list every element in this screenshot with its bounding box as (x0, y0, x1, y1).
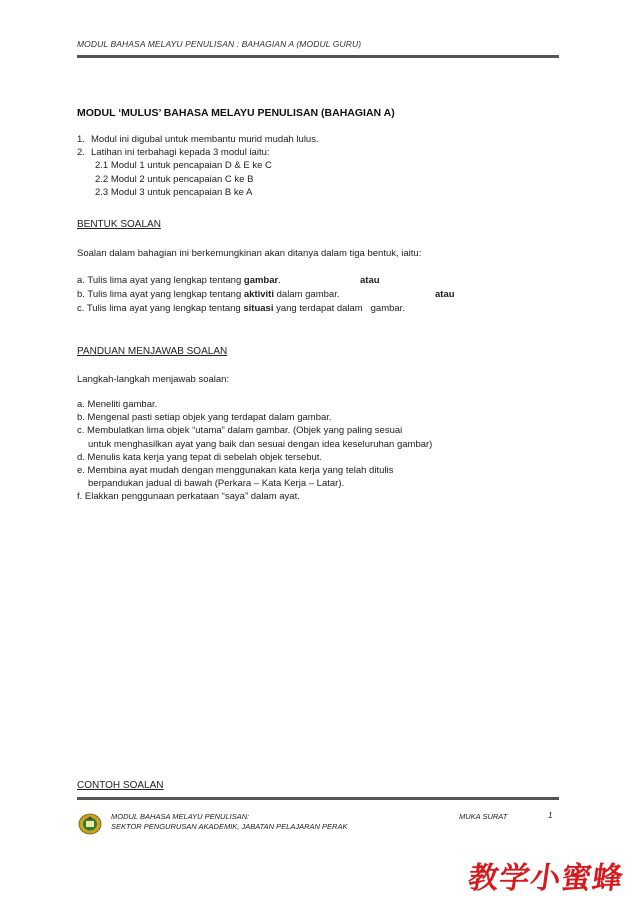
form-text: c. Tulis lima ayat yang lengkap tentang (77, 303, 244, 314)
form-keyword: gambar (243, 275, 279, 286)
list-item (77, 146, 319, 159)
intro-numbered-list (77, 133, 319, 199)
footer-muka-surat: MUKA SURAT (459, 812, 508, 821)
footer-text (111, 812, 347, 832)
form-connector: atau (435, 289, 455, 300)
form-keyword: situasi (243, 303, 274, 314)
form-keyword: aktiviti (243, 289, 274, 300)
footer-rule (77, 797, 559, 800)
question-form-item (77, 288, 455, 302)
list-item-text: Latihan ini terbahagi kepada 3 modul iaitu: (91, 147, 270, 159)
step-item: a. Meneliti gambar. (77, 399, 158, 410)
sub-list-item: 2.3 Modul 3 untuk pencapaian B ke A (95, 186, 253, 198)
page-number: 1 (548, 811, 553, 820)
form-connector: atau (360, 275, 380, 286)
footer-line-2: SEKTOR PENGURUSAN AKADEMIK, JABATAN PELAJARAN PERAK (111, 822, 348, 831)
form-text-suffix: dalam gambar. (274, 289, 340, 300)
list-item-text: Modul ini digubal untuk membantu murid mudah lulus. (91, 134, 319, 145)
section-heading-contoh-soalan: CONTOH SOALAN (77, 780, 164, 791)
form-text-suffix: . (278, 275, 281, 286)
running-header: MODUL BAHASA MELAYU PENULISAN : BAHAGIAN A (MODUL GURU) (77, 39, 362, 49)
sub-list-item: 2.2 Modul 2 untuk pencapaian C ke B (95, 173, 254, 185)
list-item (77, 133, 319, 146)
step-item: c. Membulatkan lima objek “utama” dalam gambar. (Objek yang paling sesuai (77, 425, 403, 437)
question-forms-list (77, 274, 455, 316)
step-item: e. Membina ayat mudah dengan menggunakan kata kerja yang telah ditulis (77, 465, 394, 477)
document-title: MODUL ‘MULUS’ BAHASA MELAYU PENULISAN (BAHAGIAN A) (77, 107, 395, 119)
footer-line-1: MODUL BAHASA MELAYU PENULISAN: (111, 812, 250, 821)
section-heading-bentuk-soalan: BENTUK SOALAN (77, 219, 161, 230)
list-item-number: 1. (77, 134, 85, 145)
step-item: d. Menulis kata kerja yang tepat di sebelah objek tersebut. (77, 451, 323, 463)
form-text-suffix: yang terdapat dalam gambar. (273, 303, 405, 314)
list-item-number: 2. (77, 147, 85, 159)
step-item-continuation: berpandukan jadual di bawah (Perkara – Kata Kerja – Latar). (88, 478, 345, 490)
step-item-continuation: untuk menghasilkan ayat yang baik dan sesuai dengan idea keseluruhan gambar) (88, 438, 433, 450)
sub-list-item: 2.1 Modul 1 untuk pencapaian D & E ke C (95, 160, 272, 172)
answer-steps-list (77, 398, 432, 504)
bentuk-intro-text: Soalan dalam bahagian ini berkemungkinan akan ditanya dalam tiga bentuk, iaitu: (77, 248, 422, 259)
form-text: b. Tulis lima ayat yang lengkap tentang (77, 289, 244, 300)
watermark: 教学小蜜蜂 (466, 861, 626, 896)
step-item: b. Mengenal pasti setiap objek yang terdapat dalam gambar. (77, 412, 332, 424)
form-text: a. Tulis lima ayat yang lengkap tentang (77, 275, 244, 286)
section-heading-panduan: PANDUAN MENJAWAB SOALAN (77, 346, 228, 357)
question-form-item (77, 302, 405, 316)
header-rule (77, 55, 559, 58)
step-item: f. Elakkan penggunaan perkataan “saya” dalam ayat. (77, 491, 300, 503)
state-crest-icon (78, 813, 102, 835)
question-form-item (77, 274, 405, 288)
panduan-intro-text: Langkah-langkah menjawab soalan: (77, 374, 230, 385)
